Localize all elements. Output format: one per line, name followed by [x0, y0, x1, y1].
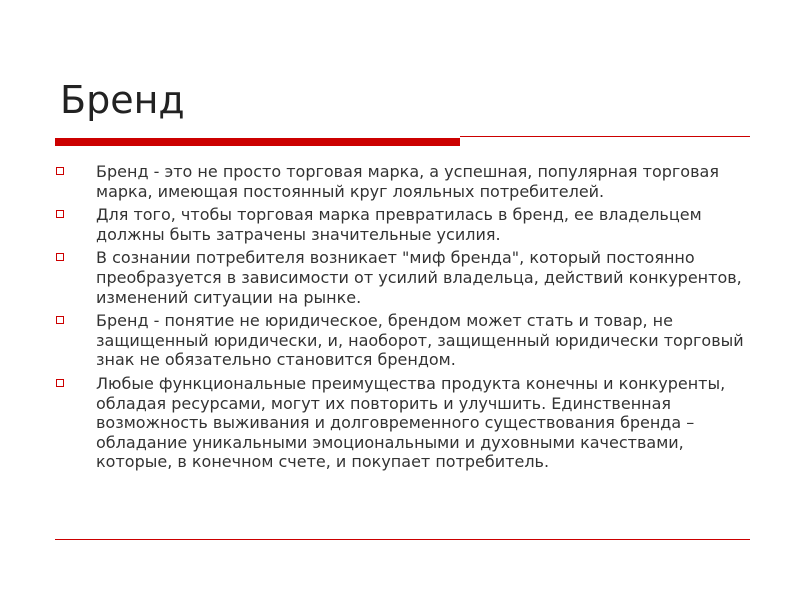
bullet-item-4	[50, 311, 760, 370]
square-bullet-icon	[56, 210, 64, 218]
bullet-list	[50, 162, 760, 476]
bullet-text: Любые функциональные преимущества продукта конечны и конкуренты, обладая ресурсами, могут их повторить и улучшить. Единственная возможность выживания и долговременного существования бренда – обладание уникальными эмоциональными и духовными качествами, которые, в конечном счете, и покупает потребитель.	[96, 373, 726, 472]
title-underline-thick	[55, 138, 460, 146]
footer-divider	[55, 539, 750, 540]
bullet-text: В сознании потребителя возникает "миф бренда", который постоянно преобразуется в зависимости от усилий владельца, действий конкурентов, изменений ситуации на рынке.	[96, 248, 742, 307]
bullet-item-2	[50, 205, 760, 244]
slide-title: Бренд	[60, 78, 185, 122]
title-underline-thin	[460, 136, 750, 137]
square-bullet-icon	[56, 167, 64, 175]
bullet-item-1	[50, 162, 760, 201]
bullet-text: Бренд - понятие не юридическое, брендом может стать и товар, не защищенный юридически, и, наоборот, защищенный юридически торговый знак не обязательно становится брендом.	[96, 311, 744, 370]
bullet-item-3	[50, 248, 760, 307]
bullet-text: Для того, чтобы торговая марка превратилась в бренд, ее владельцем должны быть затрачены значительные усилия.	[96, 205, 702, 244]
square-bullet-icon	[56, 316, 64, 324]
bullet-item-5	[50, 374, 760, 472]
square-bullet-icon	[56, 253, 64, 261]
bullet-text: Бренд - это не просто торговая марка, а успешная, популярная торговая марка, имеющая постоянный круг лояльных потребителей.	[96, 162, 719, 201]
square-bullet-icon	[56, 379, 64, 387]
